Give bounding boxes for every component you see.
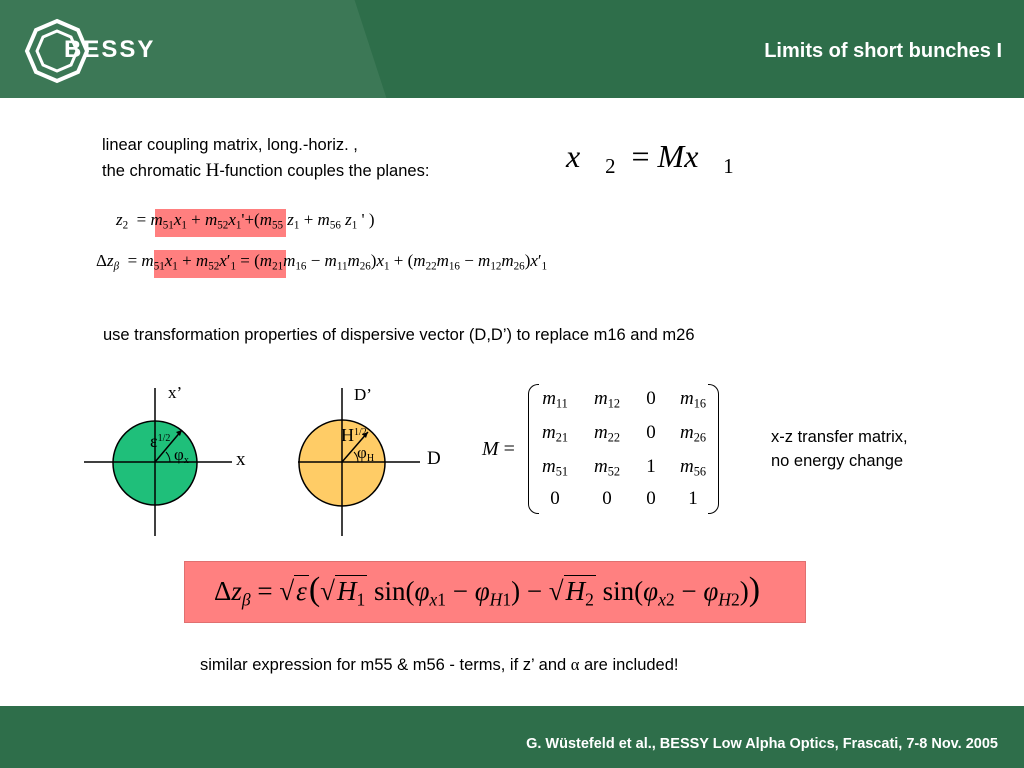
matrix-cell: 0 — [646, 388, 656, 409]
matrix-cell: 0 — [602, 488, 612, 509]
logo-text: BESSY — [64, 36, 156, 63]
matrix-cell: $m_{56}$ — [679, 456, 707, 479]
matrix-cell: 0 — [646, 488, 656, 509]
matrix-cell: $m_{21}$ — [541, 422, 569, 445]
axis-label-xprime: x’ — [168, 383, 183, 402]
phase-label-h: $\varphi_H$ — [357, 443, 375, 464]
transfer-matrix-note-2: no energy change — [771, 452, 904, 470]
alpha-symbol: α — [570, 655, 580, 674]
equation-z2: $z_2 = m_{51}x_1 + m_{52}x_1'+(m_{55}$ $z_1 + m_{56}$ $z_1$ ' ) — [116, 210, 375, 232]
matrix-label: M = — [482, 438, 515, 460]
slide-title: Limits of short bunches I — [764, 40, 1002, 62]
header-bar — [0, 0, 1024, 98]
intro-line-2: the chromatic H-function couples the planes: — [102, 160, 430, 181]
equation-delta-z-beta: $\Delta z_\beta = m_{51}x_1 + m_{52}x'_1 = (m_{21}m_{16} - m_{11}m_{26})x_1 + (m_{22}m_{16} - m_{12}m_{26})x'_1$ — [96, 251, 548, 273]
axis-label-d: D — [427, 448, 441, 469]
matrix-cell: $m_{52}$ — [593, 456, 621, 479]
matrix-cell: $m_{11}$ — [542, 388, 568, 411]
result-equation: $\Delta z_\beta = √\varepsilon(√H_1$ $\sin(\varphi_{x1} - \varphi_{H1}) - √H_2$ $\sin(\varphi_{x2} - \varphi_{H2})$) — [214, 571, 761, 610]
equation-x2-mx1: $x⃗_2$ = $Mx⃗_1$ — [566, 138, 734, 179]
matrix-cell: $m_{26}$ — [679, 422, 707, 445]
axis-label-x: x — [236, 449, 246, 470]
footer-text: G. Wüstefeld et al., BESSY Low Alpha Optics, Frascati, 7-8 Nov. 2005 — [526, 736, 998, 752]
axis-label-dprime: D’ — [354, 385, 372, 404]
matrix-cell: 0 — [646, 422, 656, 443]
matrix-cell: 0 — [550, 488, 560, 509]
transfer-matrix — [482, 382, 722, 516]
matrix-cell: $m_{22}$ — [593, 422, 621, 445]
phase-space-diagram-x — [82, 380, 252, 540]
h-function-label: $H^{1/2}$ — [341, 425, 367, 445]
bottom-note: similar expression for m55 & m56 - terms, if z’ and α are included! — [200, 655, 679, 674]
transformation-text: use transformation properties of dispersive vector (D,D’) to replace m16 and m26 — [103, 326, 695, 344]
matrix-cell: $m_{12}$ — [593, 388, 621, 411]
matrix-cell: 1 — [688, 488, 698, 509]
footer-bar — [0, 706, 1024, 768]
matrix-cell: 1 — [646, 456, 656, 477]
emittance-label: $\varepsilon^{1/2}$ — [150, 431, 171, 451]
transfer-matrix-note-1: x-z transfer matrix, — [771, 428, 908, 446]
matrix-cell: $m_{16}$ — [679, 388, 707, 411]
intro-line-1: linear coupling matrix, long.-horiz. , — [102, 136, 358, 154]
phase-label-x: $\varphi_x$ — [174, 445, 189, 466]
chromatic-h-symbol: H — [205, 160, 220, 181]
matrix-cell: $m_{51}$ — [541, 456, 569, 479]
